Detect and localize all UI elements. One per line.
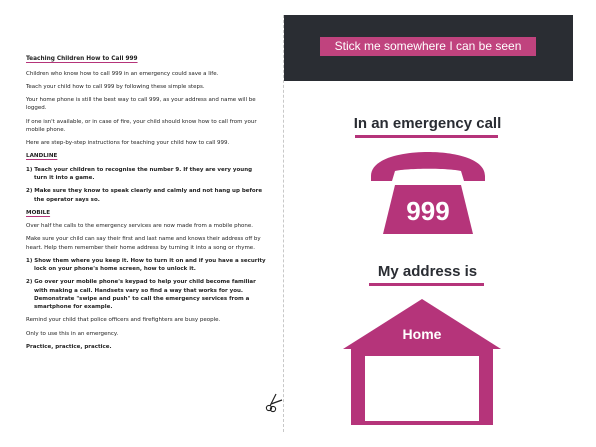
intro-paragraph: Children who know how to call 999 in an emergency could save a life. (26, 70, 219, 77)
mobile-heading: MOBILE (26, 209, 51, 216)
emergency-heading: In an emergency call (353, 115, 502, 132)
emergency-underline (355, 135, 498, 138)
closing-paragraph: Remind your child that police officers and firefighters are busy people. (26, 317, 221, 324)
intro-paragraph: Your home phone is still the best way to call 999, as your address and name will be logged. (26, 97, 256, 112)
home-label: Home (402, 326, 442, 342)
scissors-icon (263, 392, 285, 414)
address-underline (369, 283, 484, 286)
address-box (365, 356, 479, 421)
final-line: Practice, practice, practice. (26, 343, 112, 350)
landline-heading: LANDLINE (26, 153, 58, 160)
intro-paragraph: Here are step-by-step instructions for teaching your child how to call 999. (26, 140, 230, 147)
mobile-step: 2) Go over your mobile phone's keypad to help your child become familiar with making a call. Handsets vary so find a way that works for you. Demonstrate "swipe and push" to call the emergency services from a smartphone for example. (26, 279, 256, 311)
intro-paragraph: If one isn't available, or in case of fire, your child should know how to call from your mobile phone. (26, 118, 257, 133)
mobile-paragraph: Over half the calls to the emergency services are now made from a mobile phone. (26, 223, 254, 230)
intro-paragraph: Teach your child how to call 999 by following these simple steps. (26, 83, 205, 90)
landline-step: 2) Make sure they know to speak clearly and calmly and not hang up before the operator says so. (26, 188, 263, 203)
closing-paragraph: Only to use this in an emergency. (26, 330, 119, 337)
mobile-step: 1) Show them where you keep it. How to turn it on and if you have a security lock on your phone's home screen, how to unlock it. (26, 257, 266, 273)
mobile-steps (26, 257, 266, 312)
address-heading: My address is (377, 263, 478, 280)
landline-step: 1) Teach your children to recognise the number 9. If they are very young turn it into a game. (26, 166, 253, 182)
house-icon (343, 299, 501, 427)
instructions-column (26, 55, 266, 356)
mobile-paragraph: Make sure your child can say their first and last name and knows their address off by heart. Help them remember their home address by turning it into a song or rhyme. (26, 236, 261, 251)
landline-steps (26, 166, 266, 204)
phone-number-label: 999 (406, 196, 450, 226)
telephone-icon (363, 150, 493, 236)
banner-label: Stick me somewhere I can be seen (320, 37, 536, 56)
instructions-title: Teaching Children How to Call 999 (26, 56, 138, 62)
